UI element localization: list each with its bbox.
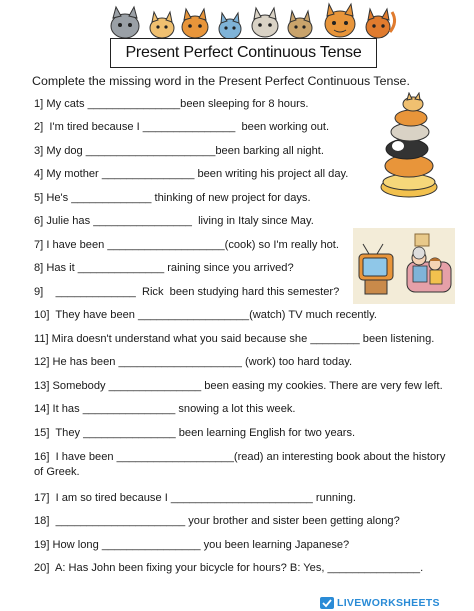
question-item: 9] _____________ Rick been studying hard this semester? — [34, 286, 340, 298]
cat-icon — [366, 9, 395, 38]
question-item: 11] Mira doesn't understand what you said because she ________ been listening. — [34, 333, 435, 345]
question-item: 2] I'm tired because I _______________ been working out. — [34, 121, 330, 133]
question-item: 18] _____________________ your brother and sister been getting along? — [34, 515, 400, 527]
cat-icon — [111, 7, 139, 38]
instruction-text: Complete the missing word in the Present Perfect Continuous Tense. — [32, 74, 410, 88]
cat-icon — [150, 12, 174, 38]
cat-icon — [288, 11, 312, 38]
question-item: 4] My mother _______________ been writing his project all day. — [34, 168, 349, 180]
liveworksheets-brand-text: LIVEWORKSHEETS — [337, 597, 440, 609]
liveworksheets-logo-icon — [320, 597, 334, 609]
question-item: 12] He has been ____________________ (work) too hard today. — [34, 356, 353, 368]
question-item: 13] Somebody _______________ been easing my cookies. There are very few left. — [34, 380, 443, 392]
question-item: 20] A: Has John been fixing your bicycle for hours? B: Yes, _______________. — [34, 562, 424, 574]
question-item: 3] My dog _____________________been barking all night. — [34, 145, 324, 157]
liveworksheets-logo — [320, 596, 470, 610]
cat-stack-illustration — [376, 92, 442, 200]
question-item: 15] They _______________ been learning English for two years. — [34, 427, 356, 439]
tv-watching-illustration — [353, 228, 455, 304]
question-item: 19] How long ________________ you been learning Japanese? — [34, 539, 350, 551]
question-item: 14] It has _______________ snowing a lot this week. — [34, 403, 296, 415]
question-item: 16] I have been ___________________(read) an interesting book about the history of Greek. — [34, 451, 449, 478]
question-item: 17] I am so tired because I _______________________ running. — [34, 492, 356, 504]
question-item: 10] They have been __________________(watch) TV much recently. — [34, 309, 377, 321]
worksheet-title: Present Perfect Continuous Tense — [110, 38, 377, 68]
question-item: 5] He's _____________ thinking of new project for days. — [34, 192, 311, 204]
question-item: 1] My cats _______________been sleeping for 8 hours. — [34, 98, 309, 110]
cat-icon — [219, 13, 241, 39]
cat-icon — [252, 8, 278, 37]
question-item: 7] I have been ___________________(cook) so I'm really hot. — [34, 239, 339, 251]
cat-icon — [182, 9, 208, 38]
question-item: 6] Julie has ________________ living in Italy since May. — [34, 215, 314, 227]
cat-icon — [325, 4, 355, 37]
question-item: 8] Has it ______________ raining since you arrived? — [34, 262, 294, 274]
